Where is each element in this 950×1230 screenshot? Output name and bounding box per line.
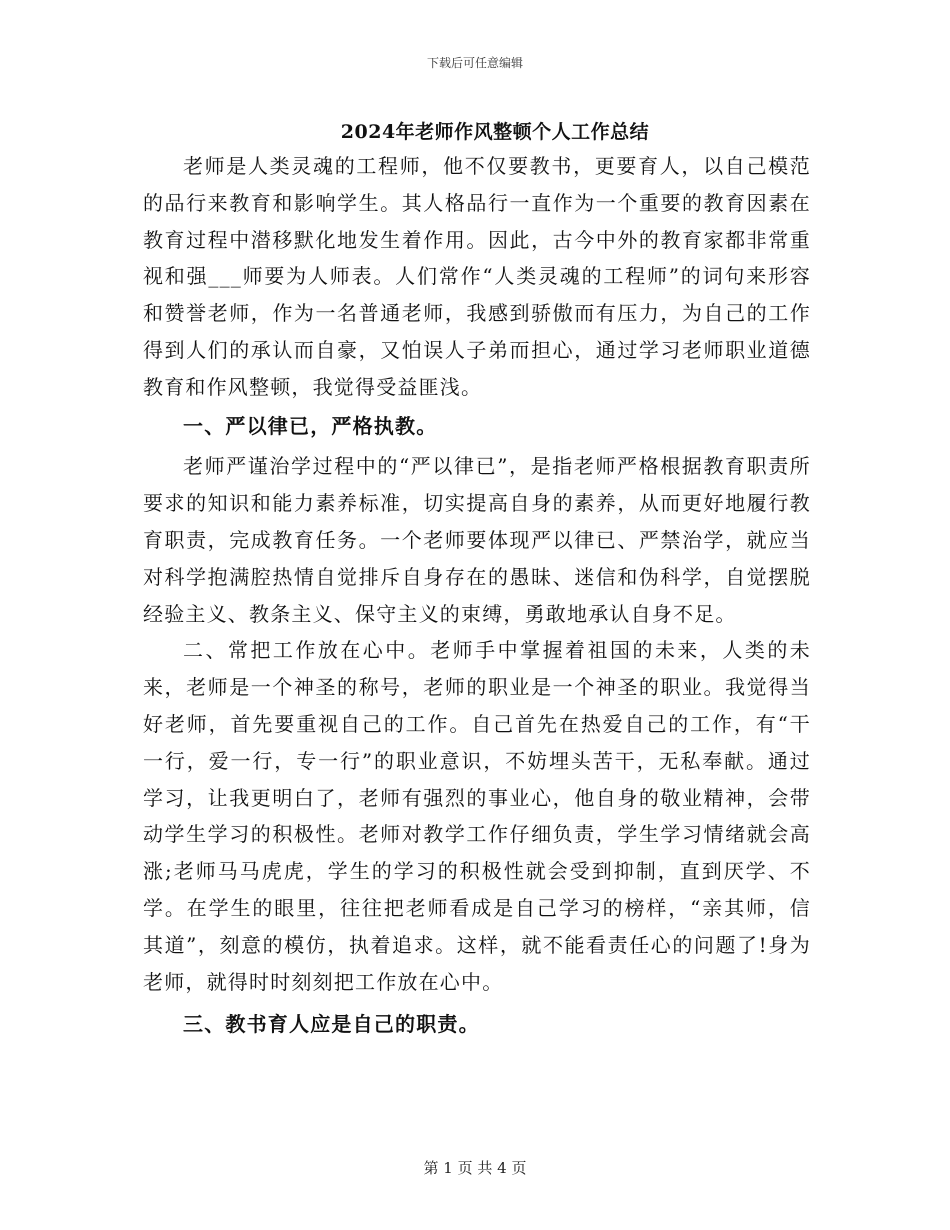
paragraph-section-2: 二、常把工作放在心中。老师手中掌握着祖国的未来，人类的未来，老师是一个神圣的称号，老师的职业是一个神圣的职业。我觉得当好老师，首先要重视自己的工作。自己首先在热爱自己的工作，有“干一行，爱一行，专一行”的职业意识，不妨埋头苦干，无私奉献。通过学习，让我更明白了，老师有强烈的事业心，他自身的敬业精神，会带动学生学习的积极性。老师对教学工作仔细负责，学生学习情绪就会高涨;老师马马虎虎，学生的学习的积极性就会受到抑制，直到厌学、不学。在学生的眼里，往往把老师看成是自己学习的榜样，“亲其师，信其道”，刻意的模仿，执着追求。这样，就不能看责任心的问题了!身为老师，就得时时刻刻把工作放在心中。 (143, 638, 811, 994)
header-note: 下载后可任意编辑 (426, 56, 523, 70)
document-title: 2024年老师作风整顿个人工作总结 (340, 121, 650, 143)
paragraph-intro: 老师是人类灵魂的工程师，他不仅要教书，更要育人，以自己模范的品行来教育和影响学生。其人格品行一直作为一个重要的教育因素在教育过程中潜移默化地发生着作用。因此，古今中外的教育家都非常重视和强___师要为人师表。人们常作“人类灵魂的工程师”的词句来形容和赞誉老师，作为一名普通老师，我感到骄傲而有压力，为自己的工作得到人们的承认而自豪，又怕误人子弟而担心，通过学习老师职业道德教育和作风整顿，我觉得受益匪浅。 (143, 154, 811, 399)
paragraph-section-1: 老师严谨治学过程中的“严以律已”，是指老师严格根据教育职责所要求的知识和能力素养标准，切实提高自身的素养，从而更好地履行教育职责，完成教育任务。一个老师要体现严以律已、严禁治学，就应当对科学抱满腔热情自觉排斥自身存在的愚昧、迷信和伪科学，自觉摆脱经验主义、教条主义、保守主义的束缚，勇敢地承认自身不足。 (143, 454, 811, 626)
page-number-footer: 第 1 页 共 4 页 (423, 1159, 527, 1177)
document-body (143, 148, 811, 1047)
section-heading-3: 三、教书育人应是自己的职责。 (183, 1012, 480, 1037)
section-heading-1: 一、严以律已，严格执教。 (183, 413, 438, 438)
